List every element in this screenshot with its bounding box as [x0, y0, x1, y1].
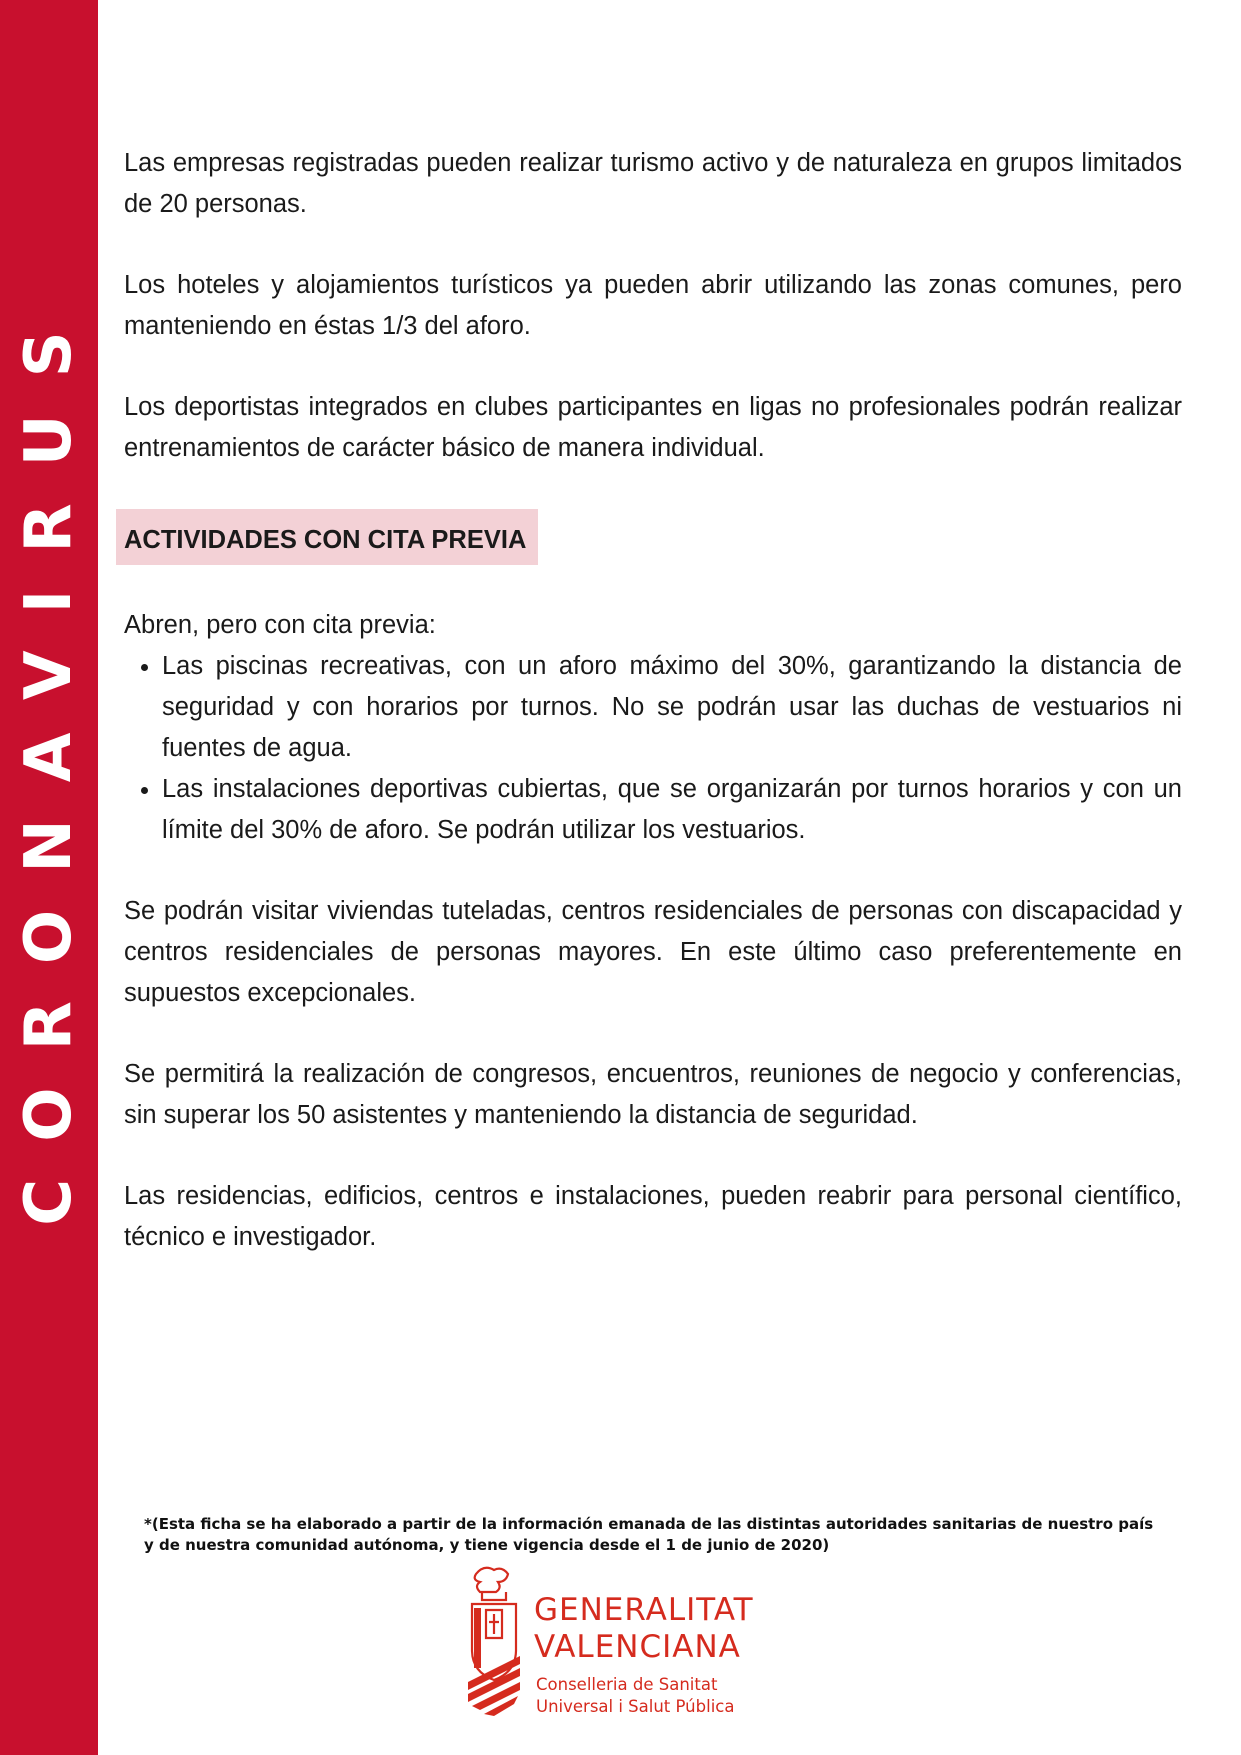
paragraph: Las empresas registradas pueden realizar turismo activo y de naturaleza en grupos limitados de 20 personas. — [124, 149, 1182, 218]
logo-subtitle-line2: Universal i Salut Pública — [536, 1697, 735, 1716]
main-content — [124, 143, 1182, 1298]
paragraph: Se permitirá la realización de congresos, encuentros, reuniones de negocio y conferencias, sin superar los 50 asistentes y manteniendo la distancia de seguridad. — [124, 1060, 1182, 1129]
list-item: • Las piscinas recreativas, con un aforo máximo del 30%, garantizando la distancia de seguridad y con horarios por turnos. No se podrán usar las duchas de vestuarios ni fuentes de agua. — [162, 646, 1182, 769]
sidebar-band — [0, 0, 98, 1755]
generalitat-logo — [462, 1564, 792, 1724]
footnote: *(Esta ficha se ha elaborado a partir de la información emanada de las distintas autoridades sanitarias de nuestro país y de nuestra comunidad autónoma, y tiene vigencia desde el 1 de junio de 2020) — [144, 1515, 1154, 1554]
section-intro: Abren, pero con cita previa: — [124, 611, 436, 639]
paragraph: Los deportistas integrados en clubes participantes en ligas no profesionales podrán realizar entrenamientos de carácter básico de manera individual. — [124, 393, 1182, 462]
section-heading: ACTIVIDADES CON CITA PREVIA — [116, 509, 538, 565]
paragraph: Los hoteles y alojamientos turísticos ya pueden abrir utilizando las zonas comunes, pero manteniendo en éstas 1/3 del aforo. — [124, 271, 1182, 340]
sidebar-title: CORONAVIRUS — [12, 294, 86, 1226]
paragraph: Las residencias, edificios, centros e instalaciones, pueden reabrir para personal científico, técnico e investigador. — [124, 1182, 1182, 1251]
list-item: • Las instalaciones deportivas cubiertas, que se organizarán por turnos horarios y con un límite del 30% de aforo. Se podrán utilizar los vestuarios. — [162, 769, 1182, 851]
paragraph: Se podrán visitar viviendas tuteladas, centros residenciales de personas con discapacidad y centros residenciales de personas mayores. En este último caso preferentemente en supuestos excepcionales. — [124, 897, 1182, 1007]
logo-title-line2: VALENCIANA — [534, 1629, 741, 1665]
logo-subtitle-line1: Conselleria de Sanitat — [536, 1675, 718, 1694]
coat-of-arms-icon — [462, 1564, 526, 1724]
logo-title-line1: GENERALITAT — [534, 1592, 754, 1628]
bullet-list — [124, 646, 1182, 851]
